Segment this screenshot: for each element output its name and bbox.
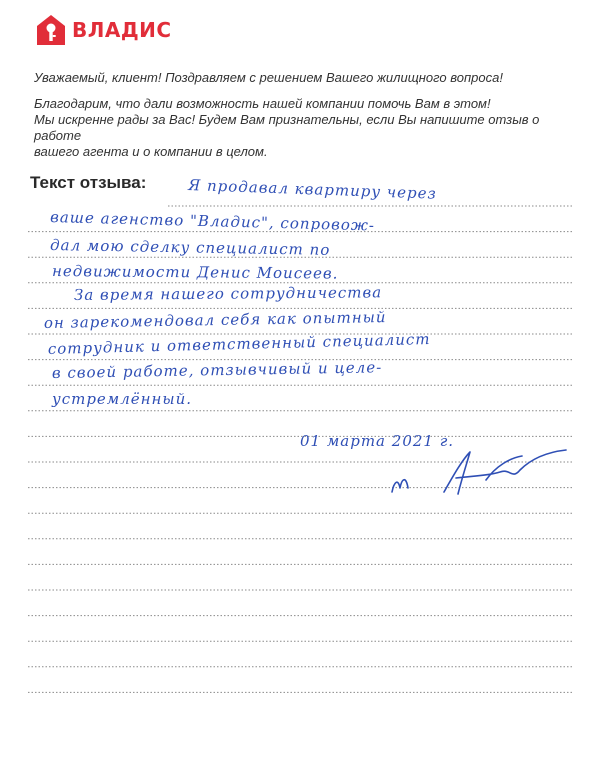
- request-line-2: вашего агента и о компании в целом.: [34, 144, 268, 159]
- greeting-line: Уважаемый, клиент! Поздравляем с решением Вашего жилищного вопроса!: [34, 70, 503, 85]
- thanks-line: Благодарим, что дали возможность нашей компании помочь Вам в этом!: [34, 96, 491, 111]
- review-line: Я продавал квартиру через: [187, 176, 438, 203]
- review-line: в своей работе, отзывчивый и целе-: [51, 358, 383, 382]
- review-line: устремлённый.: [52, 390, 193, 408]
- ruled-lines: [28, 0, 572, 768]
- review-line: дал мою сделку специалист по: [49, 236, 331, 259]
- review-line: недвижимости Денис Моисеев.: [51, 262, 339, 283]
- review-line: сотрудник и ответственный специалист: [47, 329, 431, 358]
- review-line: он зарекомендовал себя как опытный: [43, 308, 387, 332]
- review-line: ваше агенство "Владис", сопровож-: [49, 208, 376, 235]
- review-label: Текст отзыва:: [30, 173, 147, 192]
- request-line-1: Мы искренне рады за Вас! Будем Вам признательны, если Вы напишите отзыв о работе: [34, 112, 540, 143]
- review-date: 01 марта 2021 г.: [300, 432, 455, 450]
- brand-name: ВЛАДИС: [72, 18, 172, 42]
- review-line: За время нашего сотрудничества: [73, 283, 383, 304]
